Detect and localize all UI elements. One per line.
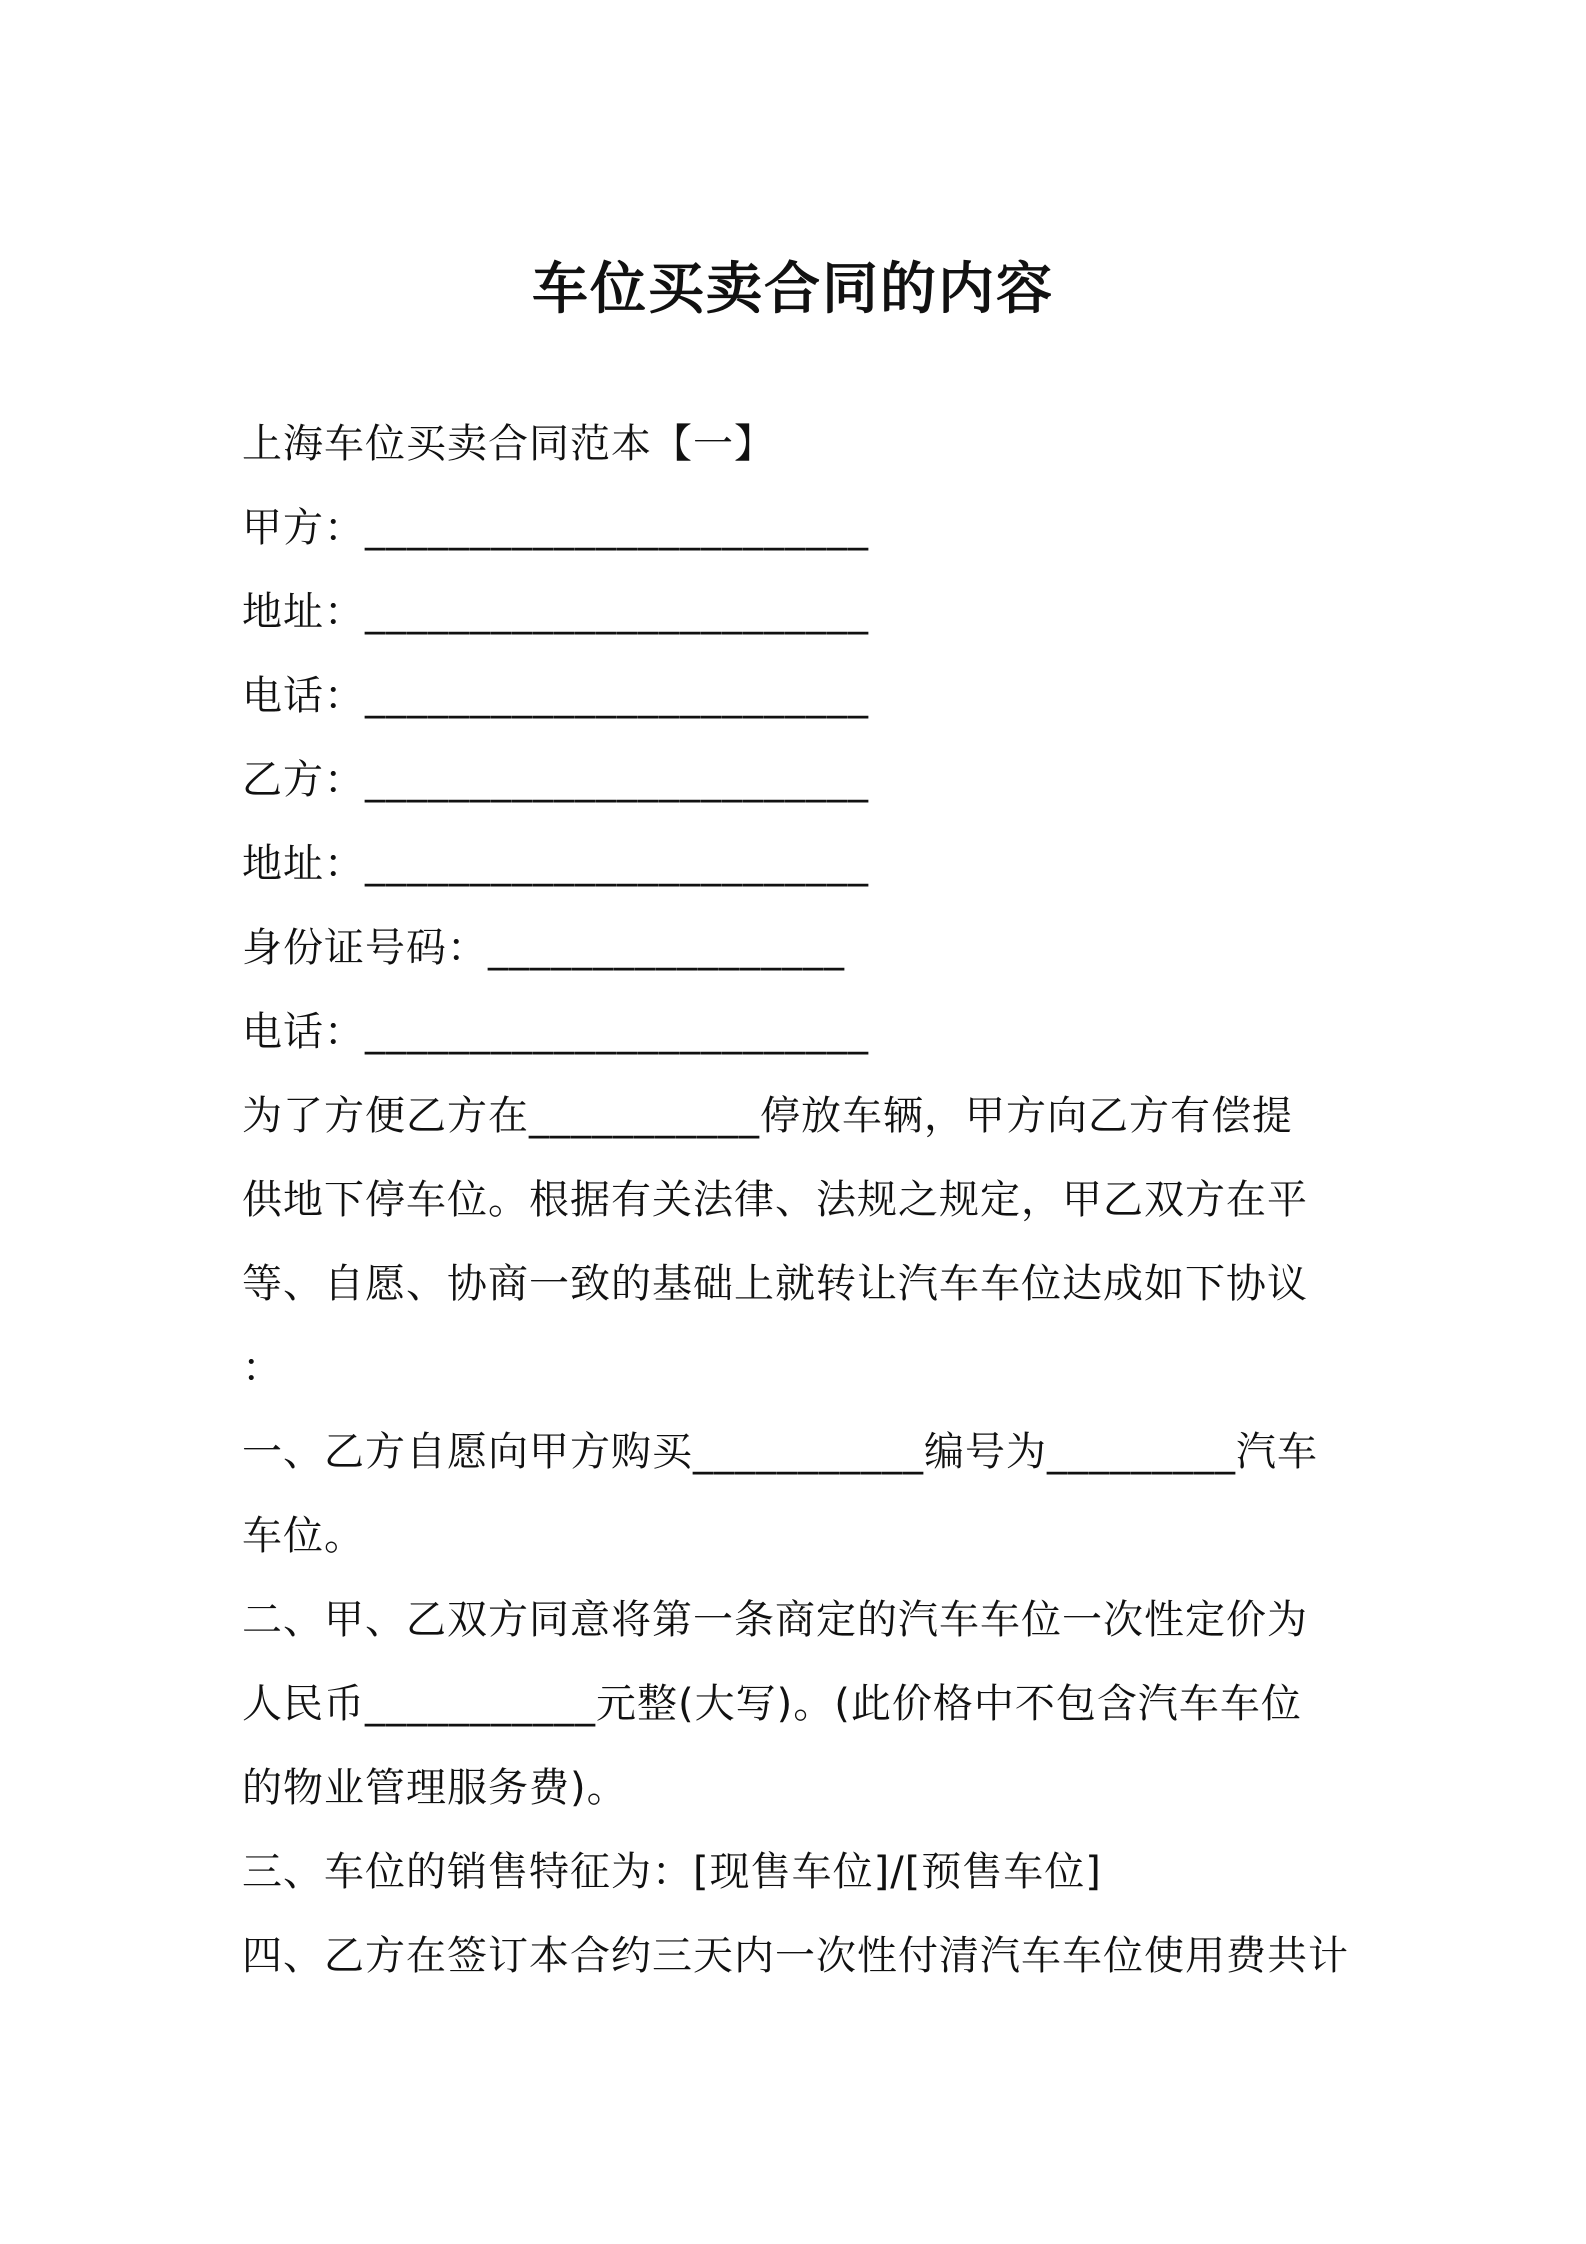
party-a-address-line: 地址：________________________: [242, 589, 869, 635]
body-line: 等、自愿、协商一致的基础上就转让汽车车位达成如下协议: [242, 1261, 1308, 1307]
clause-2-line: 的物业管理服务费)。: [242, 1765, 628, 1811]
clause-1-line: 一、乙方自愿向甲方购买___________编号为_________汽车: [242, 1429, 1318, 1475]
document-title: 车位买卖合同的内容: [532, 257, 1054, 322]
clause-2-line: 人民币___________元整(大写)。(此价格中不包含汽车车位: [242, 1681, 1302, 1727]
party-b-line: 乙方：________________________: [242, 757, 869, 803]
clause-4-line: 四、乙方在签订本合约三天内一次性付清汽车车位使用费共计: [242, 1933, 1349, 1979]
party-a-line: 甲方：________________________: [242, 505, 869, 551]
clause-2-line: 二、甲、乙双方同意将第一条商定的汽车车位一次性定价为: [242, 1597, 1308, 1643]
clause-1-line: 车位。: [242, 1513, 365, 1559]
body-line: ：: [242, 1345, 283, 1391]
party-b-id-line: 身份证号码：_________________: [242, 925, 845, 971]
subtitle-line: 上海车位买卖合同范本【一】: [242, 421, 775, 467]
body-line: 供地下停车位。根据有关法律、法规之规定，甲乙双方在平: [242, 1177, 1308, 1223]
body-line: 为了方便乙方在___________停放车辆，甲方向乙方有偿提: [242, 1093, 1293, 1139]
party-a-phone-line: 电话：________________________: [242, 673, 869, 719]
party-b-address-line: 地址：________________________: [242, 841, 869, 887]
party-b-phone-line: 电话：________________________: [242, 1009, 869, 1055]
clause-3-line: 三、车位的销售特征为：[现售车位]/[预售车位]: [242, 1849, 1102, 1895]
